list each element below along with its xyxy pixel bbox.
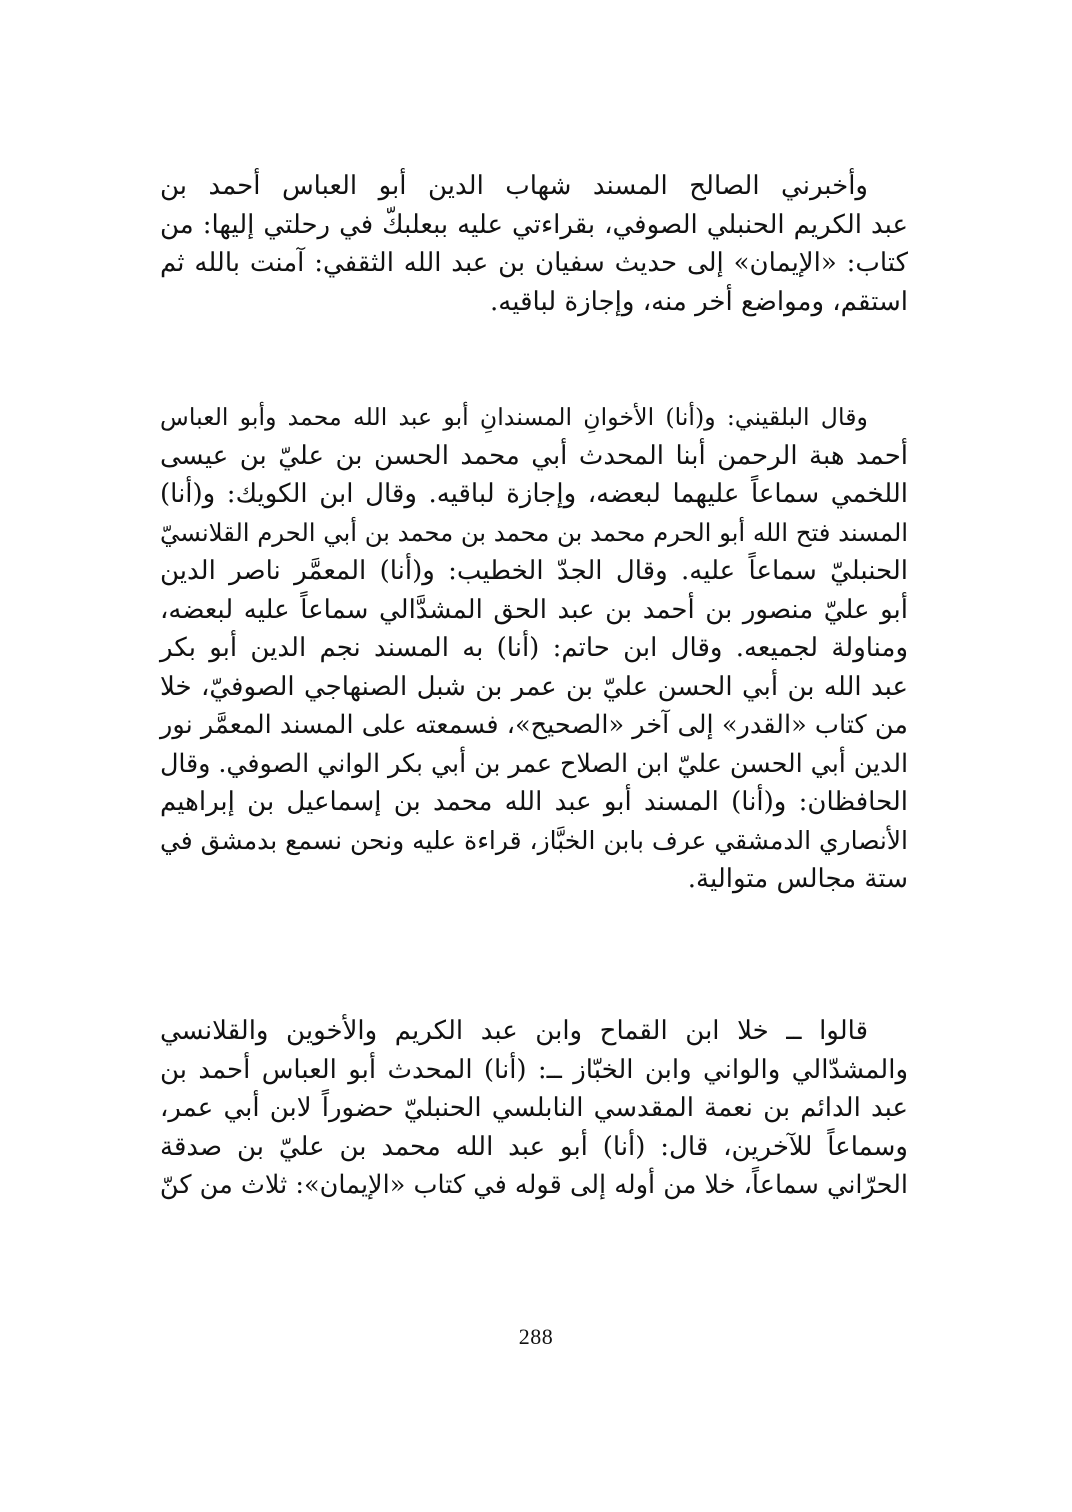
text-line: عبد الدائم بن نعمة المقدسي النابلسي الحنبليّ حضوراً لابن أبي عمر،	[160, 1093, 908, 1123]
text-line: من كتاب «القدر» إلى آخر «الصحيح»، فسمعته على المسند المعمَّر نور	[160, 710, 908, 740]
paragraph-1	[160, 167, 908, 321]
page-number: 288	[518, 1324, 554, 1349]
text-line: أحمد هبة الرحمن أبنا المحدث أبي محمد الحسن بن عليّ بن عيسى	[160, 440, 908, 471]
text-line: الدين أبي الحسن عليّ ابن الصلاح عمر بن أبي بكر الواني الصوفي. وقال	[160, 748, 908, 778]
text-line: والمشدّالي والواني وابن الخبّاز ــ: (أنا) المحدث أبو العباس أحمد بن	[160, 1054, 908, 1085]
paragraph-3	[160, 1012, 908, 1205]
text-line: استقم، ومواضع أخر منه، وإجازة لباقيه.	[490, 286, 908, 317]
text-line: الأنصاري الدمشقي عرف بابن الخبَّاز، قراءة عليه ونحن نسمع بدمشق في	[159, 825, 908, 855]
text-line: الحرّاني سماعاً، خلا من أوله إلى قوله في كتاب «الإيمان»: ثلاث من كنّ	[159, 1170, 908, 1200]
text-line: وقال البلقيني: و(أنا) الأخوانِ المسندانِ أبو عبد الله محمد وأبو العباس	[160, 403, 868, 431]
text-line: عبد الله بن أبي الحسن عليّ بن عمر بن شبل الصنهاجي الصوفيّ، خلا	[160, 671, 908, 702]
paragraph-2	[160, 398, 908, 899]
text-line: المسند فتح الله أبو الحرم محمد بن محمد بن محمد بن أبي الحرم القلانسيّ	[160, 517, 908, 547]
text-line: اللخمي سماعاً عليهما لبعضه، وإجازة لباقيه. وقال ابن الكويك: و(أنا)	[160, 479, 908, 509]
text-line: الحافظان: و(أنا) المسند أبو عبد الله محمد بن إسماعيل بن إبراهيم	[160, 787, 908, 817]
text-line: وأخبرني الصالح المسند شهاب الدين أبو العباس أحمد بن	[160, 171, 868, 201]
text-line: أبو عليّ منصور بن أحمد بن عبد الحق المشدَّالي سماعاً عليه لبعضه،	[160, 594, 908, 625]
text-line: عبد الكريم الحنبلي الصوفي، بقراءتي عليه ببعلبكّ في رحلتي إليها: من	[160, 209, 908, 240]
text-line: ومناولة لجميعه. وقال ابن حاتم: (أنا) به المسند نجم الدين أبو بكر	[160, 633, 908, 663]
text-line: الحنبليّ سماعاً عليه. وقال الجدّ الخطيب: و(أنا) المعمَّر ناصر الدين	[160, 556, 908, 586]
text-line: وسماعاً للآخرين، قال: (أنا) أبو عبد الله محمد بن عليّ بن صدقة	[160, 1131, 908, 1162]
text-line: قالوا ــ خلا ابن القماح وابن عبد الكريم والأخوين والقلانسي	[160, 1016, 868, 1046]
text-line: ستة مجالس متوالية.	[687, 864, 908, 894]
text-line: كتاب: «الإيمان» إلى حديث سفيان بن عبد الله الثقفي: آمنت بالله ثم	[160, 248, 908, 278]
